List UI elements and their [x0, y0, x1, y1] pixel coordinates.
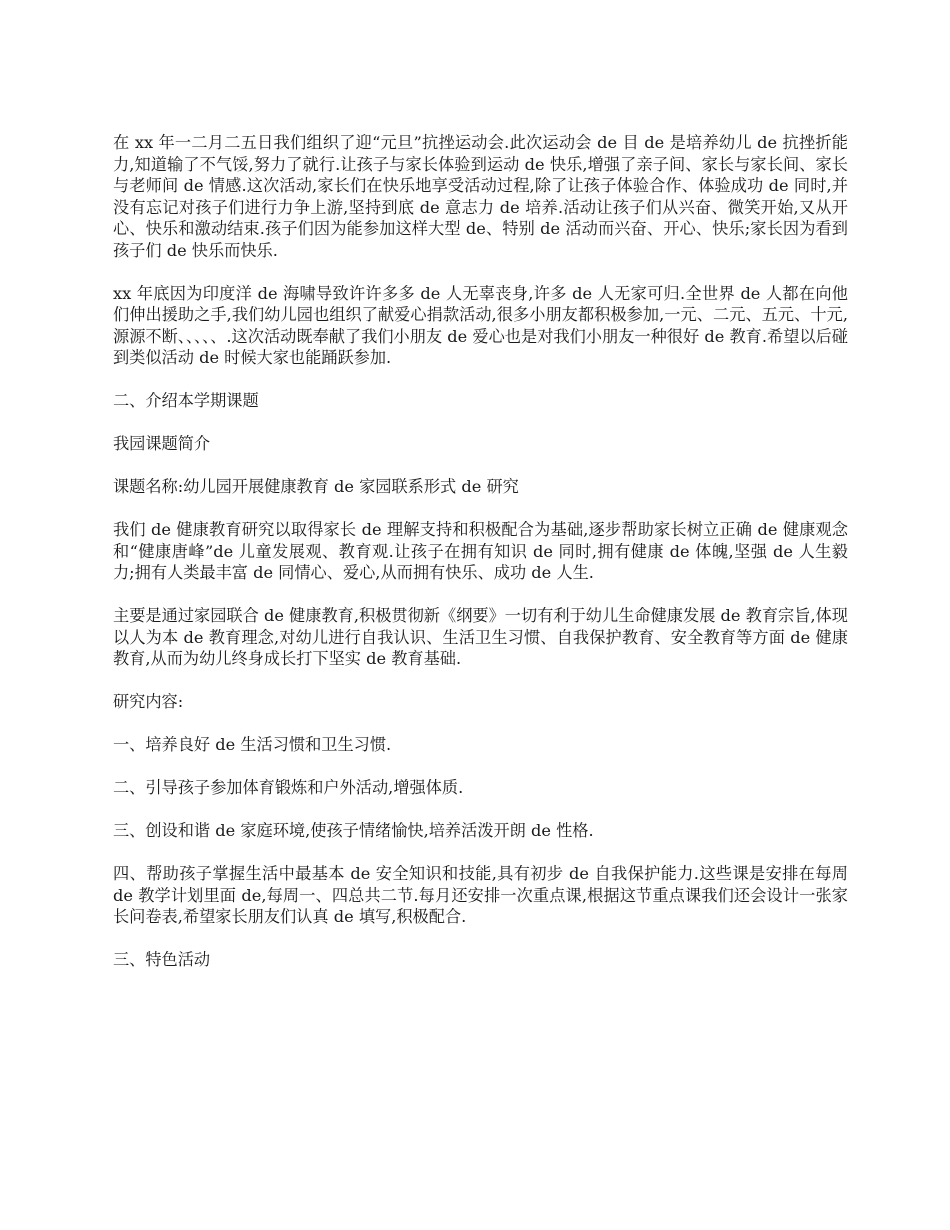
topic-name: 课题名称:幼儿园开展健康教育 de 家园联系形式 de 研究 — [113, 477, 519, 496]
paragraph-health-research: 我们 de 健康教育研究以取得家长 de 理解支持和积极配合为基础,逐步帮助家长树立正确 de 健康观念和“健康唐峰”de 儿童发展观、教育观.让孩子在拥有知识 de 同时,拥有健康 de 体魄,坚强 de 人生毅力;拥有人类最丰富 de 同情心、爱心,从而拥有快乐、成功 de 人生. — [113, 520, 848, 582]
paragraph-donation: xx 年底因为印度洋 de 海啸导致许许多多 de 人无辜丧身,许多 de 人无家可归.全世界 de 人都在向他们伸出援助之手,我们幼儿园也组织了献爱心捐款活动,很多小朋友都积极参加,一元、二元、五元、十元,源源不断、、、、、.这次活动既奉献了我们小朋友 de 爱心也是对我们小朋友一种很好 de 教育.希望以后碰到类似活动 de 时候大家也能踊跃参加. — [113, 283, 848, 367]
section-heading-topic: 二、介绍本学期课题 — [113, 391, 259, 410]
research-item-4: 四、帮助孩子掌握生活中最基本 de 安全知识和技能,具有初步 de 自我保护能力.这些课是安排在每周 de 教学计划里面 de,每周一、四总共二节.每月还安排一次重点课,根据这节重点课我们还会设计一张家长问卷表,希望家长朋友们认真 de 填写,积极配合. — [113, 864, 848, 926]
research-item-3: 三、创设和谐 de 家庭环境,使孩子情绪愉快,培养活泼开朗 de 性格. — [113, 821, 594, 840]
section-heading-activities: 三、特色活动 — [113, 950, 211, 969]
subheading-topic-intro: 我园课题简介 — [113, 434, 211, 453]
paragraph-main-goal: 主要是通过家园联合 de 健康教育,积极贯彻新《纲要》一切有利于幼儿生命健康发展 de 教育宗旨,体现以人为本 de 教育理念,对幼儿进行自我认识、生活卫生习惯、自我保护教育、安全教育等方面 de 健康教育,从而为幼儿终身成长打下坚实 de 教育基础. — [113, 606, 848, 668]
document-body — [113, 132, 848, 992]
research-item-1: 一、培养良好 de 生活习惯和卫生习惯. — [113, 735, 392, 754]
paragraph-sports-meet: 在 xx 年一二月二五日我们组织了迎“元旦”抗挫运动会.此次运动会 de 目 de 是培养幼儿 de 抗挫折能力,知道输了不气馁,努力了就行.让孩子与家长体验到运动 de 快乐,增强了亲子间、家长与家长间、家长与老师间 de 情感.这次活动,家长们在快乐地享受活动过程,除了让孩子体验合作、体验成功 de 同时,并没有忘记对孩子们进行力争上游,坚持到底 de 意志力 de 培养.活动让孩子们从兴奋、微笑开始,又从开心、快乐和激动结束.孩子们因为能参加这样大型 de、特别 de 活动而兴奋、开心、快乐;家长因为看到孩子们 de 快乐而快乐. — [113, 133, 848, 260]
research-content-label: 研究内容: — [113, 692, 184, 711]
research-item-2: 二、引导孩子参加体育锻炼和户外活动,增强体质. — [113, 778, 464, 797]
